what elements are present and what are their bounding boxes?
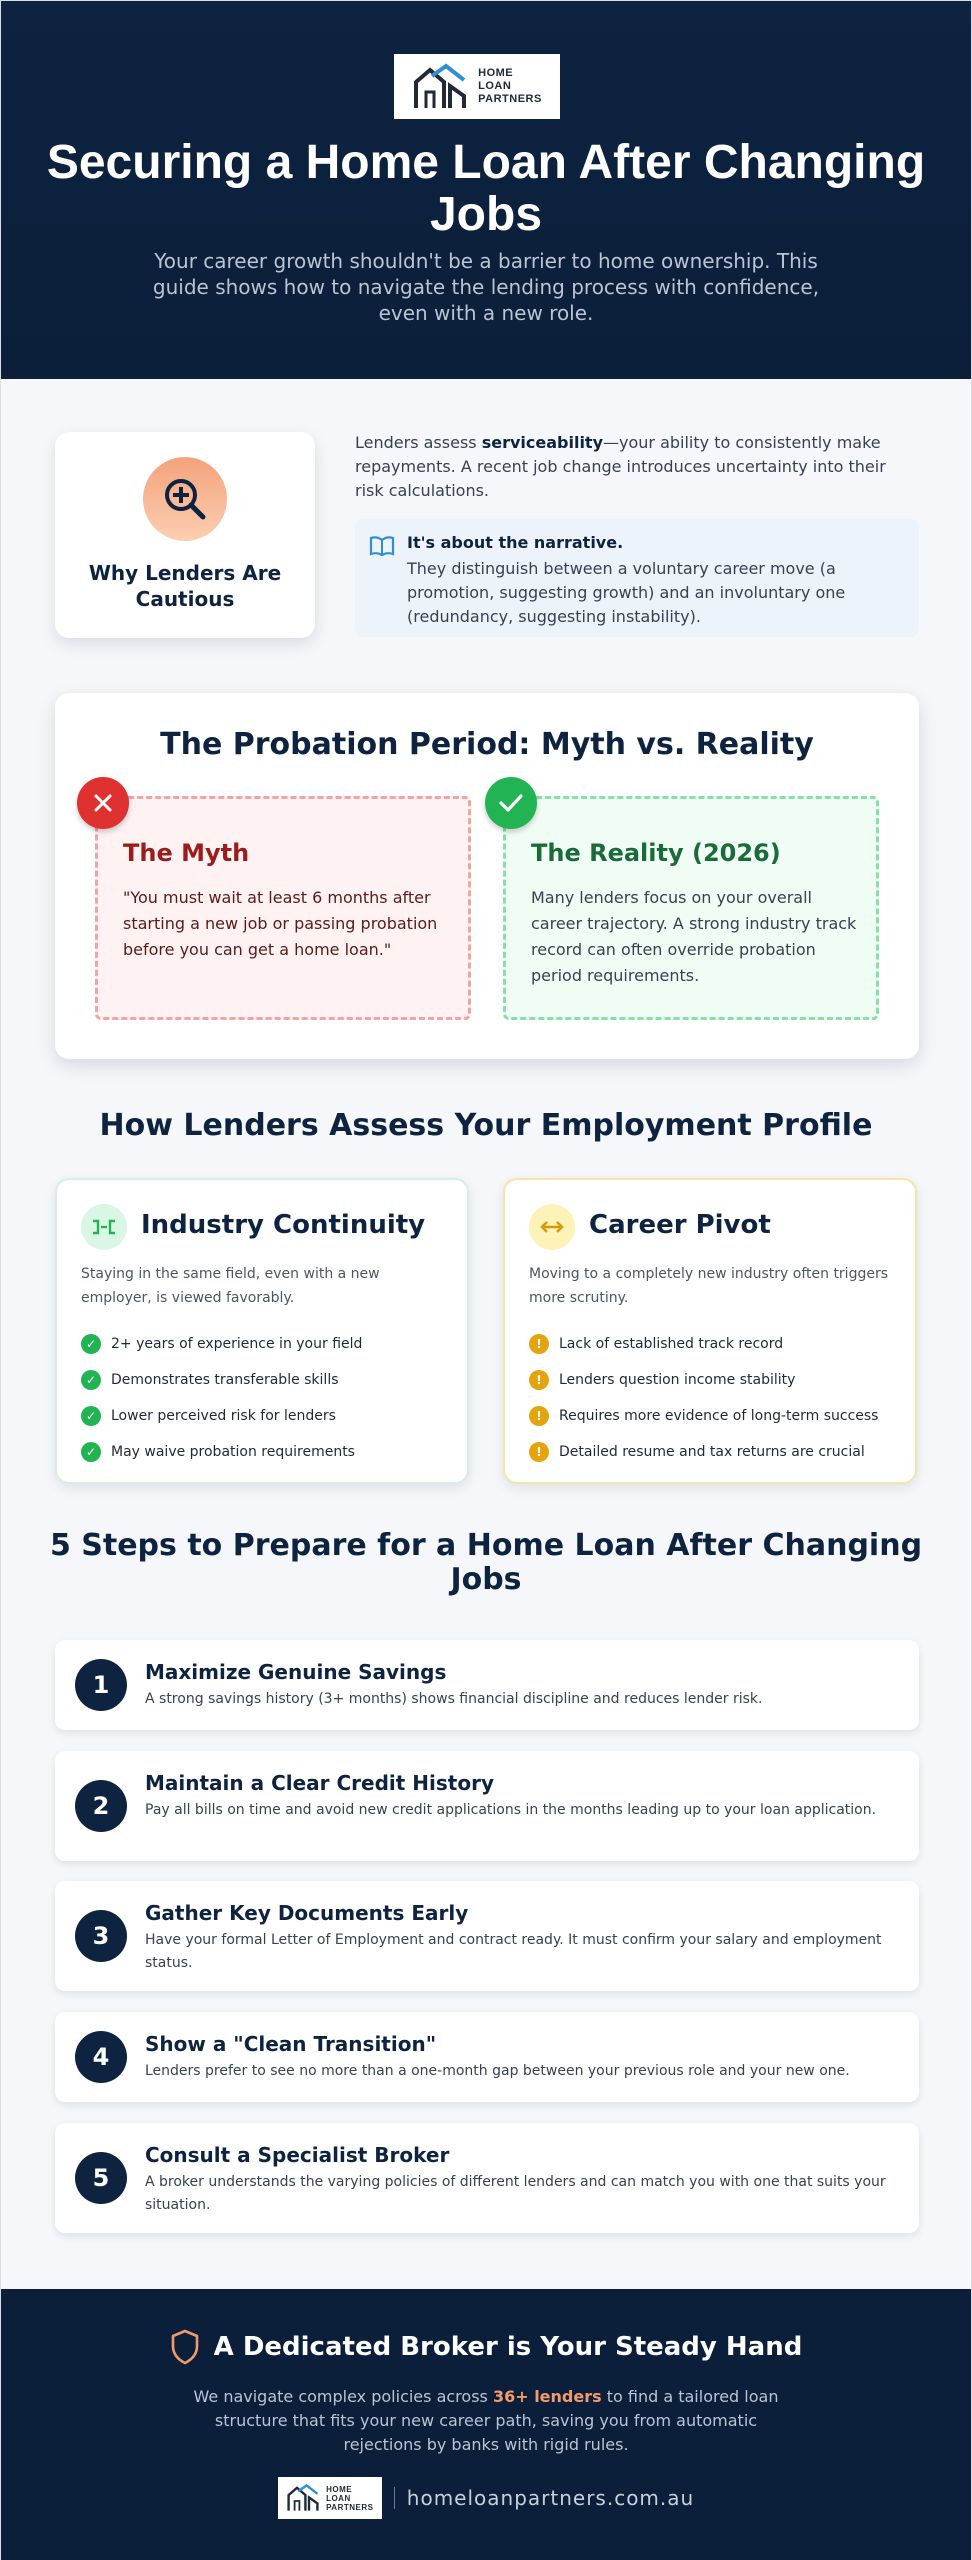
- step-title: Consult a Specialist Broker: [145, 2143, 450, 2167]
- why-lenders-title: Why Lenders Are Cautious: [88, 561, 282, 611]
- narrative-title: It's about the narrative.: [407, 533, 624, 552]
- website-url: homeloanpartners.com.au: [406, 2486, 695, 2510]
- career-pivot-list: [529, 1326, 878, 1470]
- step-card: [55, 2123, 919, 2233]
- close-icon: [77, 777, 129, 829]
- warning-icon: !: [529, 1334, 549, 1354]
- reality-title: The Reality (2026): [531, 839, 781, 867]
- industry-continuity-list: [81, 1326, 362, 1470]
- hero-header: [1, 1, 971, 379]
- reality-text: Many lenders focus on your overall career trajectory. A strong industry track record can often override probation period requirements.: [531, 888, 857, 985]
- step-card: [55, 1881, 919, 1991]
- shield-icon: [170, 2329, 200, 2365]
- step-card: [55, 2012, 919, 2102]
- logo-wordmark: HOME LOAN PARTNERS: [326, 2484, 374, 2512]
- divider: [394, 2487, 395, 2509]
- why-lenders-card: [55, 432, 315, 638]
- step-text: A strong savings history (3+ months) shows financial discipline and reduces lender risk.: [145, 1691, 763, 1707]
- warning-icon: !: [529, 1442, 549, 1462]
- step-number: 4: [75, 2031, 127, 2083]
- reality-box: [503, 796, 879, 1020]
- list-item: ! Lack of established track record: [529, 1326, 878, 1362]
- probation-section: [55, 693, 919, 1059]
- check-icon: ✓: [81, 1406, 101, 1426]
- brand-logo: [394, 54, 560, 119]
- step-text: Have your formal Letter of Employment and contract ready. It must confirm your salary and employment status.: [145, 1932, 882, 1971]
- step-title: Maintain a Clear Credit History: [145, 1771, 494, 1795]
- check-icon: ✓: [81, 1370, 101, 1390]
- list-item: ✓ Demonstrates transferable skills: [81, 1362, 362, 1398]
- myth-title: The Myth: [123, 839, 250, 867]
- industry-continuity-description: Staying in the same field, even with a new employer, is viewed favorably.: [81, 1266, 380, 1306]
- footer-cta: [1, 2289, 971, 2560]
- probation-title: The Probation Period: Myth vs. Reality: [160, 727, 814, 762]
- lender-count-highlight: 36+ lenders: [492, 2387, 602, 2406]
- house-logo-icon: [286, 2483, 320, 2513]
- career-pivot-title: Career Pivot: [589, 1210, 771, 1240]
- footer-heading: [1, 2329, 971, 2365]
- steps-section-title: 5 Steps to Prepare for a Home Loan After Changing Jobs: [49, 1528, 923, 1597]
- check-icon: ✓: [81, 1334, 101, 1354]
- step-number: 3: [75, 1910, 127, 1962]
- myth-box: [95, 796, 471, 1020]
- list-item: ! Detailed resume and tax returns are crucial: [529, 1434, 878, 1470]
- career-pivot-description: Moving to a completely new industry often triggers more scrutiny.: [529, 1266, 889, 1306]
- continuity-icon: [81, 1204, 127, 1250]
- step-title: Maximize Genuine Savings: [145, 1660, 447, 1684]
- list-item: ✓ 2+ years of experience in your field: [81, 1326, 362, 1362]
- career-pivot-card: [503, 1178, 917, 1484]
- step-text: A broker understands the varying policies of different lenders and can match you with one that suits your situation.: [145, 2174, 886, 2213]
- check-icon: ✓: [81, 1442, 101, 1462]
- employment-section-title: How Lenders Assess Your Employment Profile: [99, 1108, 873, 1143]
- footer-title: A Dedicated Broker is Your Steady Hand: [213, 2332, 803, 2362]
- serviceability-term: serviceability: [481, 433, 603, 452]
- serviceability-intro: Lenders assess serviceability—your ability to consistently make repayments. A recent job change introduces uncertainty into their risk calculations.: [355, 433, 886, 500]
- footer-text: We navigate complex policies across 36+ lenders to find a tailored loan structure that fits your new career path, saving you from automatic rejections by banks with rigid rules.: [193, 2387, 779, 2454]
- page-subtitle: Your career growth shouldn't be a barrier to home ownership. This guide shows how to navigate the lending process with confidence, even with a new role.: [152, 249, 820, 325]
- check-icon: [485, 777, 537, 829]
- magnifier-plus-icon: [143, 457, 227, 541]
- industry-continuity-card: [55, 1178, 469, 1484]
- myth-text: "You must wait at least 6 months after starting a new job or passing probation before you can get a home loan.": [123, 888, 438, 959]
- step-title: Show a "Clean Transition": [145, 2032, 437, 2056]
- list-item: ! Requires more evidence of long-term success: [529, 1398, 878, 1434]
- list-item: ! Lenders question income stability: [529, 1362, 878, 1398]
- step-card: [55, 1751, 919, 1861]
- list-item: ✓ May waive probation requirements: [81, 1434, 362, 1470]
- step-title: Gather Key Documents Early: [145, 1901, 469, 1925]
- house-logo-icon: [412, 62, 468, 112]
- book-icon: [369, 535, 395, 557]
- step-number: 1: [75, 1659, 127, 1711]
- warning-icon: !: [529, 1406, 549, 1426]
- step-card: [55, 1640, 919, 1730]
- footer-brand: [1, 2477, 971, 2519]
- narrative-callout: [355, 519, 919, 637]
- page-title: Securing a Home Loan After Changing Jobs: [46, 136, 926, 241]
- step-text: Lenders prefer to see no more than a one-month gap between your previous role and your new one.: [145, 2063, 850, 2079]
- step-number: 2: [75, 1780, 127, 1832]
- step-text: Pay all bills on time and avoid new credit applications in the months leading up to your loan application.: [145, 1802, 877, 1818]
- logo-wordmark: HOME LOAN PARTNERS: [478, 67, 542, 105]
- narrative-text: They distinguish between a voluntary career move (a promotion, suggesting growth) and an involuntary one (redundancy, suggesting instability).: [407, 559, 846, 626]
- warning-icon: !: [529, 1370, 549, 1390]
- step-number: 5: [75, 2152, 127, 2204]
- industry-continuity-title: Industry Continuity: [141, 1210, 426, 1240]
- footer-logo: [278, 2477, 382, 2519]
- list-item: ✓ Lower perceived risk for lenders: [81, 1398, 362, 1434]
- pivot-arrows-icon: [529, 1204, 575, 1250]
